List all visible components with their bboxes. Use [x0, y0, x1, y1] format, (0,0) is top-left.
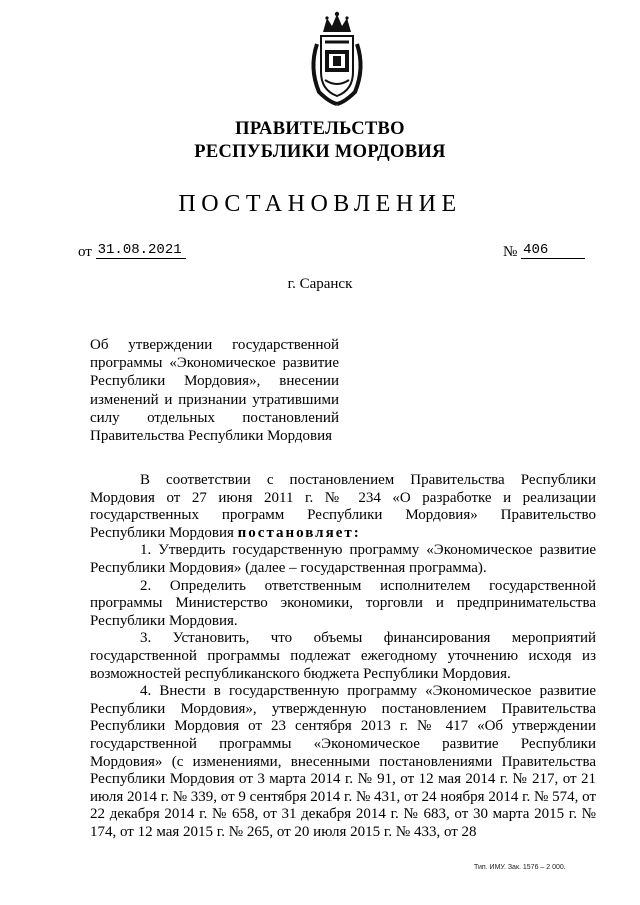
- coat-of-arms-icon: [303, 10, 371, 108]
- date-prefix: от: [78, 244, 92, 260]
- preamble-paragraph: [90, 472, 596, 542]
- date-field: [78, 244, 186, 262]
- org-name-line2: РЕСПУБЛИКИ МОРДОВИЯ: [194, 142, 446, 162]
- item-3: 3. Установить, что объемы финансирования мероприятий государственной программы подлежат ежегодному уточнению исходя из возможностей республиканского бюджета Республики Мордовия.: [90, 630, 596, 682]
- city: г. Саранск: [287, 276, 353, 292]
- org-name-line1: ПРАВИТЕЛЬСТВО: [235, 119, 405, 139]
- preamble-emphasis: постановляет:: [237, 524, 361, 541]
- number-field: [503, 244, 585, 262]
- document-type-title: ПОСТАНОВЛЕНИЕ: [178, 191, 462, 217]
- number-prefix: №: [503, 244, 518, 260]
- number-value: 406: [521, 243, 585, 259]
- item-1: 1. Утвердить государственную программу «Экономическое развитие Республики Мордовия» (далее – государственная программа).: [90, 542, 596, 576]
- decree-subject: Об утверждении государственной программы «Экономическое развитие Республики Мордовия», внесении изменений и признании утратившими силу отдельных постановлений Правительства Республики Мордовия: [90, 337, 339, 445]
- decree-body: [90, 472, 596, 841]
- item-4: 4. Внести в государственную программу «Экономическое развитие Республики Мордовия», утвержденную постановлением Правительства Республики Мордовия от 23 сентября 2013 г. № 417 «Об утверждении государственной программы «Экономическое развитие Республики Мордовия» (с изменениями, внесенными постановлениями Правительства Республики Мордовия от 3 марта 2014 г. № 91, от 12 мая 2014 г. № 217, от 21 июля 2014 г. № 339, от 9 сентября 2014 г. № 431, от 24 ноября 2014 г. № 574, от 22 декабря 2014 г. № 658, от 31 декабря 2014 г. № 683, от 30 марта 2015 г. № 174, от 12 мая 2015 г. № 265, от 20 июля 2015 г. № 433, от 28: [90, 683, 596, 840]
- item-2: 2. Определить ответственным исполнителем государственной программы Министерство экономики, торговли и предпринимательства Республики Мордовия.: [90, 577, 596, 629]
- preamble-text: В соответствии с постановлением Правительства Республики Мордовия от 27 июня 2011 г. № 234 «О разработке и реализации государственных программ Республики Мордовия» Правительство Республики Мордовия: [90, 472, 596, 541]
- date-value: 31.08.2021: [96, 243, 186, 259]
- print-footer: Тип. ИМУ. Зак. 1576 – 2 000.: [474, 864, 566, 871]
